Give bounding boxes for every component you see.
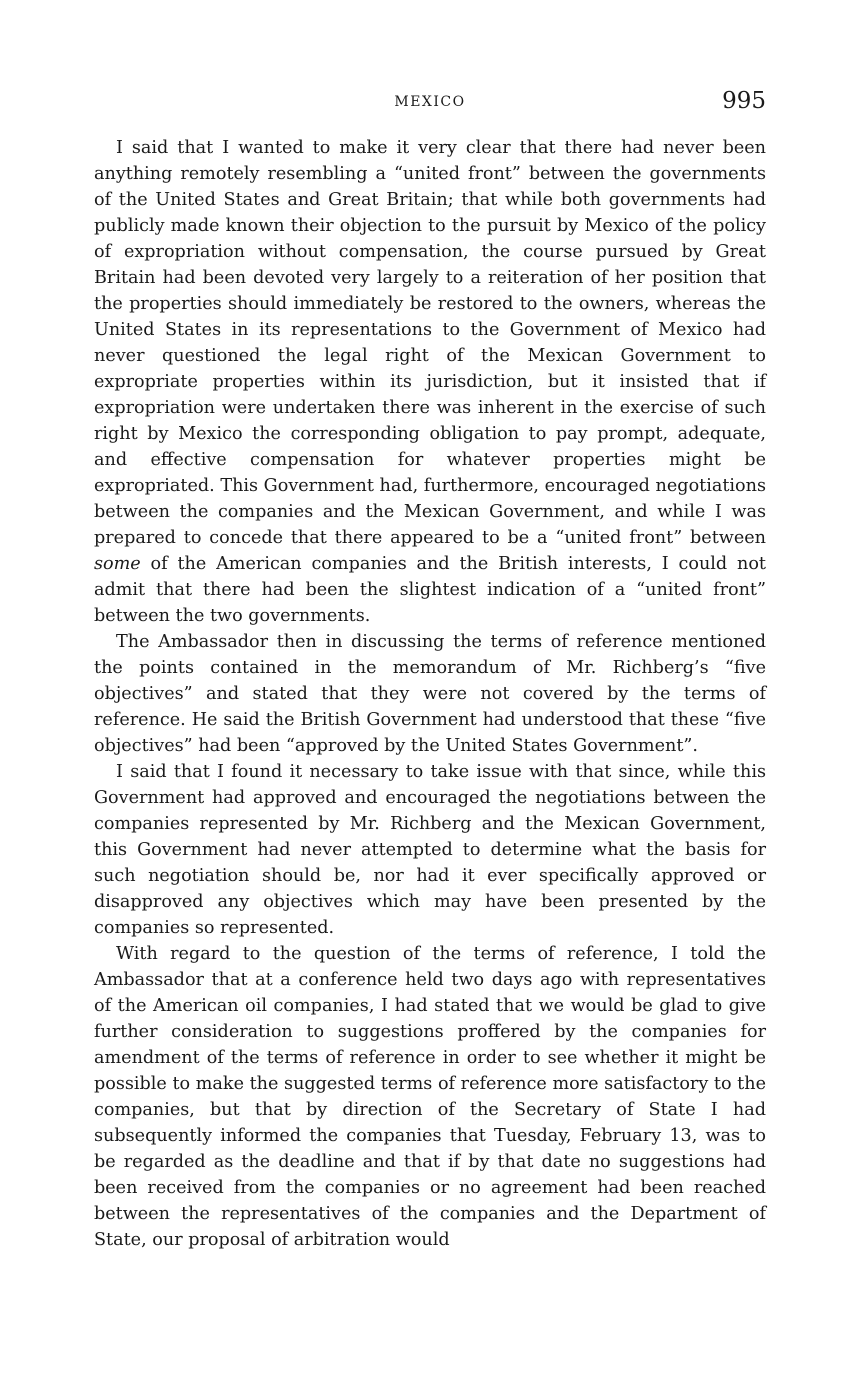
paragraph-1-text-before: I said that I wanted to make it very clear that there had never been anything remotely resembling a “united front” between the governments of the United States and Great Britain; that while both governments had publicly made known their objection to the pursuit by Mexico of the policy of expropriation without compensation, the course pursued by Great Britain had been devoted very largely to a reiteration of her position that the properties should immediately be restored to the owners, whereas the United States in its representations to the Government of Mexico had never questioned the legal right of the Mexican Government to expropriate properties within its jurisdiction, but it insisted that if expropriation were undertaken there was inherent in the exercise of such right by Mexico the corresponding obligation to pay prompt, adequate, and effective compensation for whatever properties might be expropriated. This Government had, furthermore, encouraged negotiations between the companies and the Mexican Government, and while I was prepared to concede that there appeared to be a “united front” between bbox=[94, 138, 766, 548]
paragraph-4: With regard to the question of the terms of reference, I told the Ambassador that at a conference held two days ago with representatives of the American oil companies, I had stated that we would be glad to give further consideration to suggestions proffered by the companies for amendment of the terms of reference in order to see whether it might be possible to make the suggested terms of reference more satisfactory to the companies, but that by direction of the Secretary of State I had subsequently informed the companies that Tuesday, February 13, was to be regarded as the deadline and that if by that date no suggestions had been received from the companies or no agreement had been reached between the representatives of the companies and the Department of State, our proposal of arbitration would bbox=[94, 944, 766, 1250]
paragraph-2: The Ambassador then in discussing the terms of reference mentioned the points contained in the memorandum of Mr. Richberg’s “five objectives” and stated that they were not covered by the terms of reference. He said the British Government had understood that these “five objectives” had been “approved by the United States Government”. bbox=[94, 632, 766, 756]
document-page bbox=[94, 88, 766, 1253]
paragraph-1-emphasis: some bbox=[94, 554, 141, 574]
running-head bbox=[94, 88, 766, 118]
paragraph-1 bbox=[94, 135, 766, 629]
paragraph-1-text-after: of the American companies and the British interests, I could not admit that there had been the slightest indication of a “united front” between the two governments. bbox=[94, 554, 766, 626]
running-title: MEXICO bbox=[394, 94, 466, 110]
paragraph-3: I said that I found it necessary to take issue with that since, while this Government had approved and encouraged the negotiations between the companies represented by Mr. Richberg and the Mexican Government, this Government had never attempted to determine what the basis for such negotiation should be, nor had it ever specifically approved or disapproved any objectives which may have been presented by the companies so represented. bbox=[94, 762, 766, 938]
page-number: 995 bbox=[722, 88, 766, 114]
body-text bbox=[94, 135, 766, 1253]
